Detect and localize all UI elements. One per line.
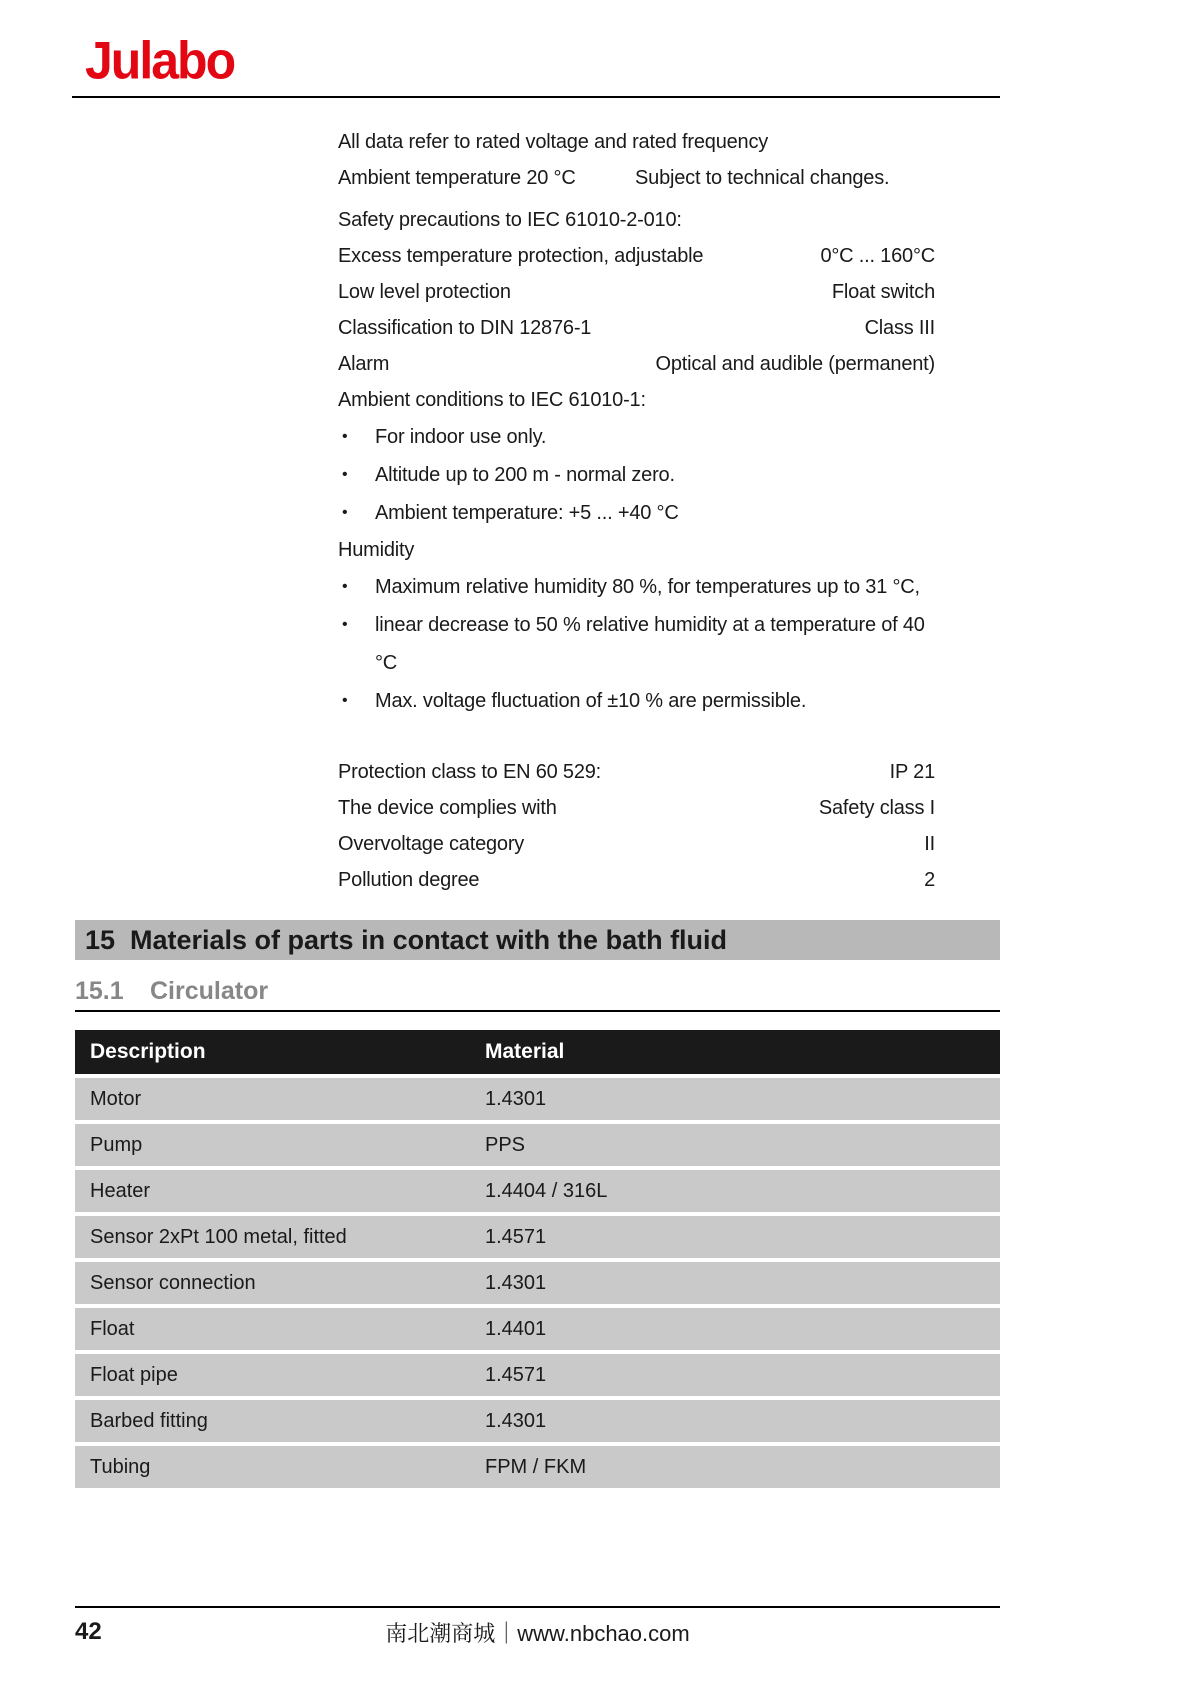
spec-label: Alarm [338,353,390,375]
table-row [75,1400,1000,1442]
spec-row [338,310,935,346]
bullet-text: Altitude up to 200 m - normal zero. [375,464,675,486]
spec-row [338,862,935,898]
cell-material: 1.4571 [485,1226,547,1248]
intro-line-1: All data refer to rated voltage and rated frequency [338,131,769,153]
spec-label: Classification to DIN 12876-1 [338,317,592,339]
bullet-marker: • [342,578,348,595]
cell-material: FPM / FKM [485,1456,587,1478]
bullet-marker: • [342,616,348,633]
spec-label: Excess temperature protection, adjustable [338,245,704,267]
spec-label: Protection class to EN 60 529: [338,761,602,783]
materials-table [75,1030,1000,1488]
protection-block [338,754,935,898]
table-row [75,1216,1000,1258]
bullet-item [338,568,935,606]
page-number: 42 [75,1618,102,1645]
spec-value: II [924,833,935,855]
footer-site-text: 南北潮商城｜www.nbchao.com [385,1621,690,1646]
section-title: Materials of parts in contact with the bath fluid [130,925,728,955]
bullet-marker: • [342,504,348,521]
cell-description: Float pipe [90,1364,178,1386]
cell-description: Heater [90,1180,151,1202]
table-row [75,1446,1000,1488]
table-row [75,1308,1000,1350]
spec-value: Optical and audible (permanent) [655,353,935,375]
cell-description: Sensor 2xPt 100 metal, fitted [90,1226,347,1248]
subsection-rule [75,1010,1000,1012]
bullet-marker: • [342,428,348,445]
table-row [75,1262,1000,1304]
bullet-item [338,494,935,532]
cell-material: 1.4301 [485,1088,547,1110]
cell-description: Sensor connection [90,1272,256,1294]
cell-material: 1.4571 [485,1364,547,1386]
header-cell-material: Material [485,1040,565,1063]
cell-description: Motor [90,1088,142,1110]
ambient-temp-label: Ambient temperature 20 °C [338,167,576,189]
cell-material: 1.4401 [485,1318,547,1340]
spec-label: Low level protection [338,281,511,303]
content-area [75,98,1000,1492]
cell-description: Float [90,1318,135,1340]
footer-inner [75,1616,1000,1652]
humidity-heading: Humidity [338,539,415,561]
cell-material: PPS [485,1134,526,1156]
table-header-row [75,1030,1000,1074]
spec-value: Float switch [831,281,935,303]
spec-row [338,238,935,274]
intro-block [338,124,935,196]
subsection-title: Circulator [150,977,269,1005]
section-number: 15 [85,925,116,955]
cell-material: 1.4301 [485,1410,547,1432]
bullet-text: Ambient temperature: +5 ... +40 °C [375,502,679,524]
ambient-temp-line [338,160,935,196]
julabo-logo: Julabo [85,31,235,90]
safety-precautions-heading: Safety precautions to IEC 61010-2-010: [338,209,682,231]
bullet-marker: • [342,466,348,483]
spec-value: 0°C ... 160°C [820,245,935,267]
bullet-item [338,606,935,682]
bullet-text: linear decrease to 50 % relative humidity at a temperature of 40 °C [375,614,925,674]
cell-material: 1.4404 / 316L [485,1180,608,1202]
ambient-conditions-heading: Ambient conditions to IEC 61010-1: [338,389,646,411]
spec-row [338,826,935,862]
bullet-text: Maximum relative humidity 80 %, for temperatures up to 31 °C, [375,576,920,598]
bullet-item [338,418,935,456]
spec-value: Safety class I [818,797,935,819]
header-cell-description: Description [90,1040,206,1063]
spec-value: IP 21 [889,761,935,783]
bullet-text: For indoor use only. [375,426,547,448]
table-row [75,1354,1000,1396]
spec-label: The device complies with [338,797,557,819]
table-row [75,1124,1000,1166]
subsection-heading [75,976,1000,1006]
spec-row [338,274,935,310]
spec-row [338,754,935,790]
section-heading [75,920,1000,960]
spec-value: Class III [864,317,935,339]
cell-description: Tubing [90,1456,151,1478]
bullet-item [338,456,935,494]
spec-row [338,790,935,826]
page-footer [75,1606,1000,1652]
spec-text-column [338,124,935,898]
spec-label: Pollution degree [338,869,480,891]
table-row [75,1170,1000,1212]
subsection-number: 15.1 [75,977,124,1005]
bullet-item [338,682,935,720]
cell-description: Barbed fitting [90,1410,208,1432]
spec-label: Overvoltage category [338,833,525,855]
spec-row [338,346,935,382]
spec-value: 2 [924,869,935,891]
bullet-marker: • [342,692,348,709]
technical-changes-note: Subject to technical changes. [635,167,890,189]
bullet-text: Max. voltage fluctuation of ±10 % are permissible. [375,690,807,712]
cell-description: Pump [90,1134,143,1156]
table-row [75,1078,1000,1120]
cell-material: 1.4301 [485,1272,547,1294]
